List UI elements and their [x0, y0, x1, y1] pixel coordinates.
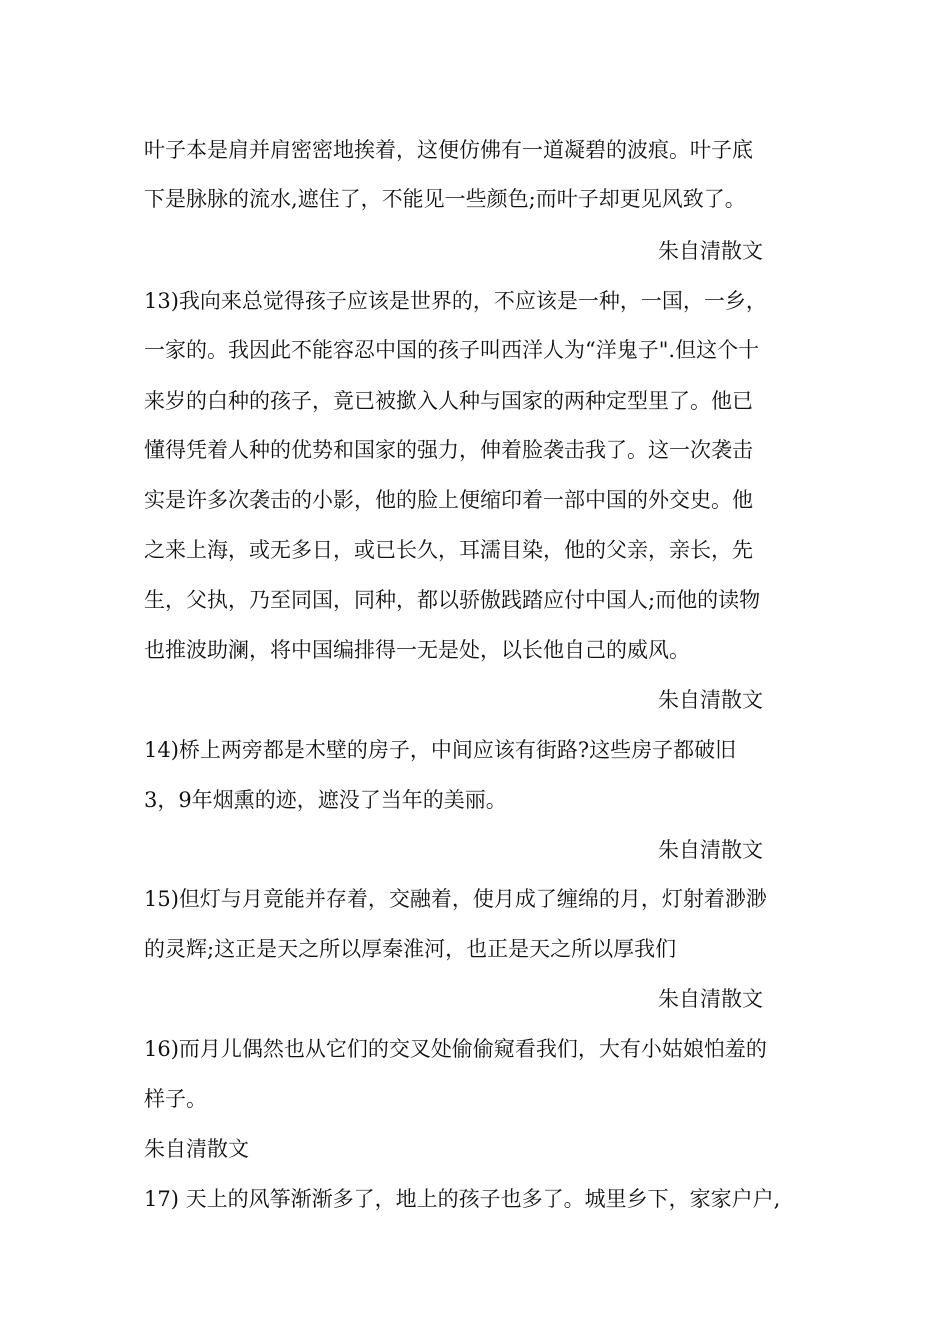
- paragraph-13-line: 来岁的白种的孩子，竟已被撳入人种与国家的两种定型里了。他已: [144, 389, 753, 413]
- paragraph-13-line: 13)我向来总觉得孩子应该是世界的，不应该是一种，一国，一乡，: [144, 289, 767, 313]
- attribution: 朱自清散文: [658, 838, 763, 862]
- paragraph-14-line: 14)桥上两旁都是木壁的房子，中间应该有街路?这些房子都破旧: [144, 738, 737, 762]
- paragraph-13-line: 实是许多次袭击的小影，他的脸上便缩印着一部中国的外交史。他: [144, 488, 753, 512]
- paragraph-13-line: 也推波助澜，将中国编排得一无是处，以长他自己的威风。: [144, 638, 690, 662]
- paragraph-16-line: 16)而月儿偶然也从它们的交叉处偷偷窥看我们，大有小姑娘怕羞的: [144, 1037, 767, 1061]
- text-line: 下是脉脉的流水,遮住了，不能见一些颜色;而叶子却更见风致了。: [144, 187, 746, 211]
- attribution: 朱自清散文: [658, 688, 763, 712]
- text-line: 叶子本是肩并肩密密地挨着，这便仿佛有一道凝碧的波痕。叶子底: [144, 138, 753, 162]
- paragraph-15-line: 的灵辉;这正是天之所以厚秦淮河，也正是天之所以厚我们: [144, 937, 677, 961]
- paragraph-13-line: 之来上海，或无多日，或已长久，耳濡目染，他的父亲，亲长，先: [144, 538, 753, 562]
- paragraph-13-line: 生，父执，乃至同国，同种，都以骄傲践踏应付中国人;而他的读物: [144, 588, 761, 612]
- paragraph-16-line: 样子。: [144, 1087, 207, 1111]
- paragraph-14-line: 3，9年烟熏的迹，遮没了当年的美丽。: [144, 788, 507, 812]
- attribution: 朱自清散文: [658, 987, 763, 1011]
- attribution: 朱自清散文: [658, 239, 763, 263]
- paragraph-13-line: 一家的。我因此不能容忍中国的孩子叫西洋人为“洋鬼子".但这个十: [144, 338, 760, 362]
- paragraph-17-line: 17) 天上的风筝渐渐多了，地上的孩子也多了。城里乡下，家家户户,: [144, 1187, 781, 1211]
- paragraph-15-line: 15)但灯与月竟能并存着，交融着，使月成了缠绵的月，灯射着渺渺: [144, 887, 767, 911]
- attribution: 朱自清散文: [144, 1137, 249, 1161]
- paragraph-13-line: 懂得凭着人种的优势和国家的强力，伸着脸袭击我了。这一次袭击: [144, 438, 753, 462]
